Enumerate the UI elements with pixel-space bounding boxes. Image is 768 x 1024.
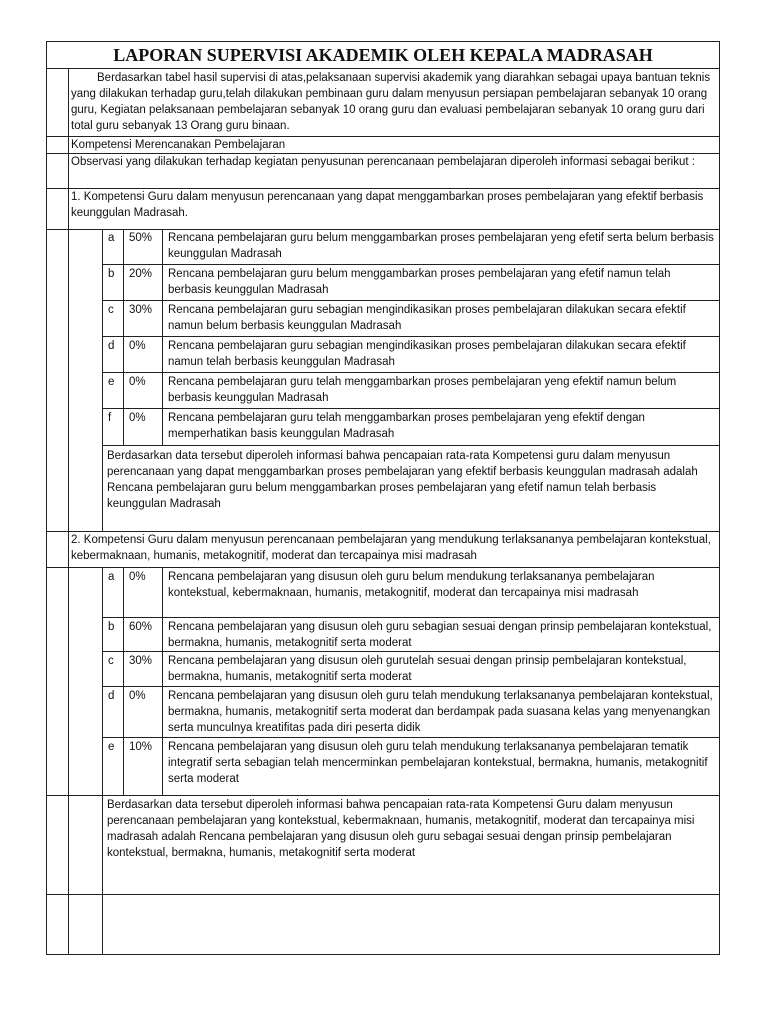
option-percent: 0% bbox=[129, 340, 146, 352]
competency1-conclusion: Berdasarkan data tersebut diperoleh informasi bahwa pencapaian rata-rata Kompetensi guru dalam menyusun perencanaan yang dapat menggambarkan proses pembelajaran yang efektif berbasis keunggulan madrasah adalah Rencana pembelajaran guru belum menggambarkan proses pembelajaran yang efetif namun telah berbasis keunggulan Madrasah bbox=[107, 450, 698, 510]
option-percent: 0% bbox=[129, 690, 146, 702]
option-letter: e bbox=[108, 741, 115, 753]
divider bbox=[102, 617, 719, 618]
divider bbox=[102, 651, 719, 652]
option-percent: 20% bbox=[129, 268, 153, 280]
option-percent: 30% bbox=[129, 304, 153, 316]
option-percent: 50% bbox=[129, 232, 153, 244]
option-text: Rencana pembelajaran yang disusun oleh guru sebagian sesuai dengan prinsip pembelajaran kontekstual, bermakna, humanis, metakognitif serta moderat bbox=[168, 621, 712, 649]
divider bbox=[47, 68, 719, 69]
option-letter: c bbox=[108, 304, 114, 316]
competency2-conclusion: Berdasarkan data tersebut diperoleh informasi bahwa pencapaian rata-rata Kompetensi Guru dalam menyusun perencanaan pembelajaran yang kontekstual, kebermaknaan, humanis, metakognitif, moderat dan tercapainya misi madrasah adalah Rencana pembelajaran yang disusun oleh guru sebagai sesuai dengan prinsip pembelajaran kontekstual, bermakna, humanis, metakognitif serta moderat bbox=[107, 799, 695, 859]
option-percent: 0% bbox=[129, 571, 146, 583]
divider bbox=[102, 445, 719, 446]
intro-paragraph: Berdasarkan tabel hasil supervisi di atas,pelaksanaan supervisi akademik yang diarahkan sebagai upaya bantuan teknis yang dilakukan terhadap guru,telah dilakukan pembinaan guru dalam menyusun persiapan pembelajaran sebanyak 10 orang guru, Kegiatan pelaksanaan pembelajaran sebanyak 10 orang guru dan evaluasi pembelajaran sebanyak 10 orang guru dari total guru sebanyak 13 Orang guru binaan. bbox=[71, 72, 711, 132]
report-title: LAPORAN SUPERVISI AKADEMIK OLEH KEPALA MADRASAH bbox=[113, 45, 653, 65]
option-text: Rencana pembelajaran guru telah menggambarkan proses pembelajaran yeng efektif dengan memperhatikan basis keunggulan Madrasah bbox=[168, 412, 645, 440]
divider bbox=[102, 336, 719, 337]
competency2-heading: 2. Kompetensi Guru dalam menyusun perencanaan pembelajaran yang mendukung terlaksananya pembelajaran kontekstual, kebermaknaan, humanis, metakognitif, moderat dan tercapainya misi madrasah bbox=[71, 534, 711, 562]
option-percent: 60% bbox=[129, 621, 153, 633]
column-line bbox=[123, 567, 124, 795]
column-line bbox=[162, 229, 163, 445]
option-text: Rencana pembelajaran guru telah menggambarkan proses pembelajaran yeng efektif namun belum berbasis keunggulan Madrasah bbox=[168, 376, 677, 404]
divider bbox=[102, 408, 719, 409]
divider bbox=[102, 264, 719, 265]
option-percent: 30% bbox=[129, 655, 153, 667]
divider bbox=[47, 795, 719, 796]
column-line bbox=[102, 567, 103, 954]
divider bbox=[102, 372, 719, 373]
column-line bbox=[68, 229, 69, 531]
competency1-heading: 1. Kompetensi Guru dalam menyusun perencanaan yang dapat menggambarkan proses pembelajaran yang efektif berbasis keunggulan Madrasah. bbox=[71, 191, 704, 219]
option-letter: d bbox=[108, 690, 115, 702]
option-text: Rencana pembelajaran guru sebagian mengindikasikan proses pembelajaran dilakukan secara efektif namun belum berbasis keunggulan Madrasah bbox=[168, 304, 686, 332]
option-text: Rencana pembelajaran guru sebagian mengindikasikan proses pembelajaran dilakukan secara efektif namun telah berbasis keunggulan Madrasah bbox=[168, 340, 686, 368]
divider bbox=[102, 737, 719, 738]
option-letter: b bbox=[108, 621, 115, 633]
option-percent: 0% bbox=[129, 412, 146, 424]
section-heading: Kompetensi Merencanakan Pembelajaran bbox=[71, 139, 286, 151]
option-letter: a bbox=[108, 232, 115, 244]
option-letter: c bbox=[108, 655, 114, 667]
option-text: Rencana pembelajaran yang disusun oleh guru telah mendukung terlaksananya pembelajaran kontekstual, bermakna, humanis, metakognitif serta moderat dan berdampak pada suasana kelas yang menyenangkan serta munculnya kreatifitas pada diri peserta didik bbox=[168, 690, 713, 734]
column-line bbox=[102, 229, 103, 531]
option-letter: d bbox=[108, 340, 115, 352]
divider bbox=[102, 300, 719, 301]
option-letter: a bbox=[108, 571, 115, 583]
divider bbox=[47, 567, 719, 568]
report-document bbox=[46, 41, 720, 955]
option-text: Rencana pembelajaran yang disusun oleh gurutelah sesuai dengan prinsip pembelajaran kontekstual, bermakna, humanis, metakognitif serta moderat bbox=[168, 655, 687, 683]
option-percent: 10% bbox=[129, 741, 153, 753]
option-text: Rencana pembelajaran guru belum menggambarkan proses pembelajaran yeng efetif serta belum berbasis keunggulan Madrasah bbox=[168, 232, 714, 260]
option-text: Rencana pembelajaran guru belum menggambarkan proses pembelajaran yang efetif namun telah berbasis keunggulan Madrasah bbox=[168, 268, 671, 296]
observation-text: Observasi yang dilakukan terhadap kegiatan penyusunan perencanaan pembelajaran diperoleh informasi sebagai berikut : bbox=[71, 156, 695, 168]
column-line bbox=[123, 229, 124, 445]
option-percent: 0% bbox=[129, 376, 146, 388]
option-text: Rencana pembelajaran yang disusun oleh guru belum mendukung terlaksananya pembelajaran kontekstual, kebermaknaan, humanis, metakognitif, moderat dan tercapainya misi madrasah bbox=[168, 571, 655, 599]
divider bbox=[102, 686, 719, 687]
column-line bbox=[162, 567, 163, 795]
divider bbox=[47, 894, 719, 895]
option-letter: b bbox=[108, 268, 115, 280]
option-letter: e bbox=[108, 376, 115, 388]
option-text: Rencana pembelajaran yang disusun oleh guru telah mendukung terlaksananya pembelajaran tematik integratif serta sebagian telah mencerminkan pembelajaran kontekstual, bermakna, humanis, metakognitif serta moderat bbox=[168, 741, 708, 785]
option-letter: f bbox=[108, 412, 112, 424]
